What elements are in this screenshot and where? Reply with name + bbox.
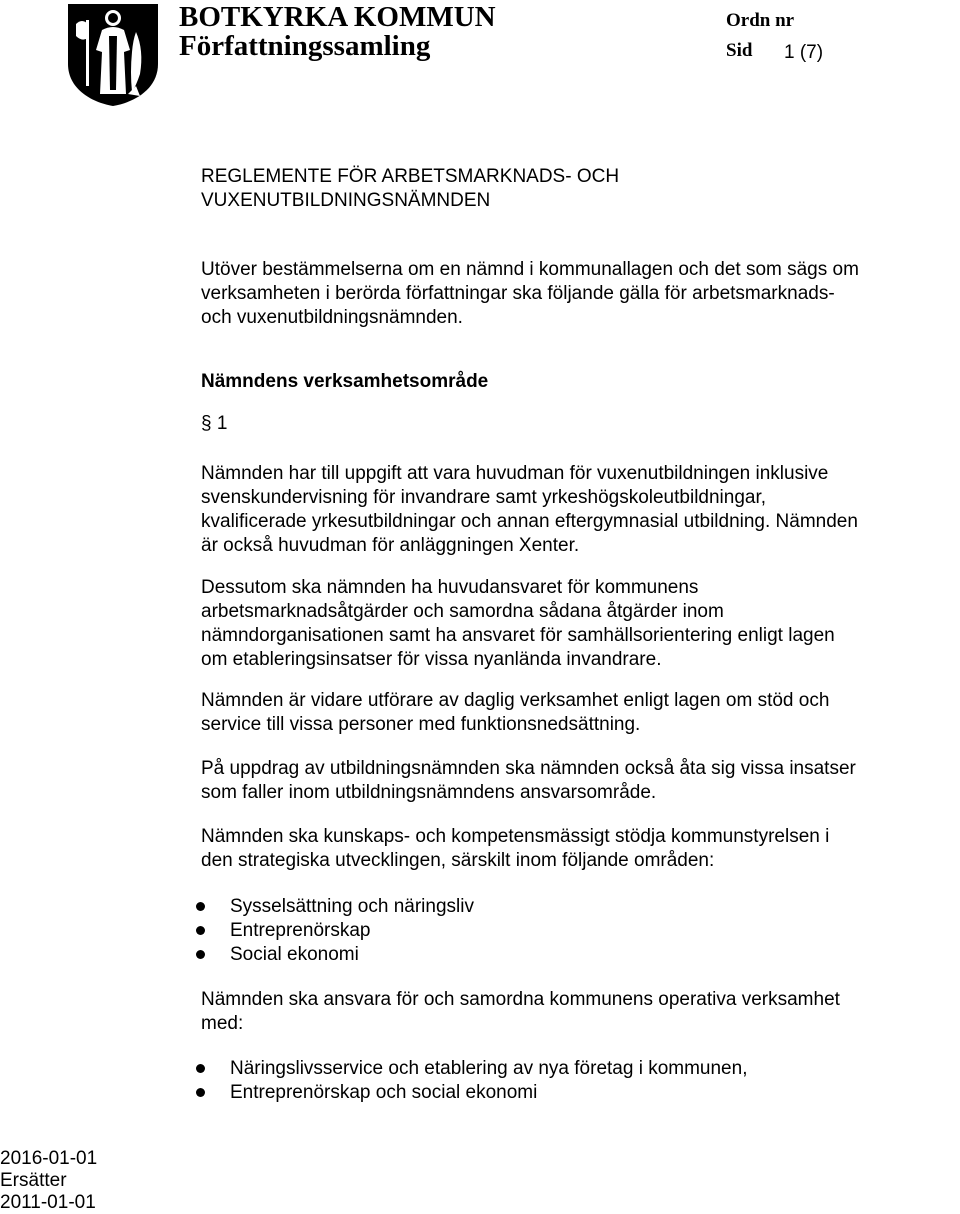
list-item bbox=[191, 895, 474, 919]
paragraph-line: Nämnden är vidare utförare av daglig verksamhet enligt lagen om stöd och bbox=[201, 690, 830, 711]
paragraph-line: På uppdrag av utbildningsnämnden ska nämnden också åta sig vissa insatser bbox=[201, 758, 856, 779]
document-title-line: VUXENUTBILDNINGSNÄMNDEN bbox=[201, 190, 491, 211]
bullet-icon bbox=[196, 1088, 205, 1097]
paragraph-line: kvalificerade yrkesutbildningar och annan eftergymnasial utbildning. Nämnden bbox=[201, 511, 858, 532]
list-item bbox=[191, 919, 474, 943]
list-item-text: Social ekonomi bbox=[230, 944, 359, 965]
focus-areas-list bbox=[191, 895, 474, 967]
body-paragraph bbox=[201, 689, 921, 737]
bullet-icon bbox=[196, 1064, 205, 1073]
paragraph-line: arbetsmarknadsåtgärder och samordna sådana åtgärder inom bbox=[201, 601, 724, 622]
body-paragraph bbox=[201, 988, 921, 1036]
organization-name: BOTKYRKA KOMMUN bbox=[179, 1, 496, 33]
intro-line: Utöver bestämmelserna om en nämnd i kommunallagen och det som sägs om bbox=[201, 259, 859, 280]
document-title-line: REGLEMENTE FÖR ARBETSMARKNADS- OCH bbox=[201, 166, 620, 187]
series-title: Författningssamling bbox=[179, 30, 431, 62]
list-item bbox=[191, 1081, 747, 1105]
section-symbol: § bbox=[201, 413, 212, 434]
paragraph-marker bbox=[201, 412, 227, 436]
paragraph-line: Dessutom ska nämnden ha huvudansvaret för kommunens bbox=[201, 577, 699, 598]
paragraph-line: om etableringsinsatser för vissa nyanlända invandrare. bbox=[201, 649, 662, 670]
intro-line: och vuxenutbildningsnämnden. bbox=[201, 307, 463, 328]
paragraph-line: som faller inom utbildningsnämndens ansvarsområde. bbox=[201, 782, 657, 803]
intro-line: verksamheten i berörda författningar ska följande gälla för arbetsmarknads- bbox=[201, 283, 835, 304]
sid-label: Sid bbox=[726, 40, 753, 61]
body-paragraph bbox=[201, 462, 921, 558]
document-title bbox=[201, 165, 619, 213]
list-item-text: Entreprenörskap bbox=[230, 920, 371, 941]
intro-paragraph bbox=[201, 258, 921, 330]
body-paragraph bbox=[201, 757, 921, 805]
operations-list bbox=[191, 1057, 747, 1105]
bullet-icon bbox=[196, 950, 205, 959]
paragraph-line: Nämnden ska ansvara för och samordna kommunens operativa verksamhet bbox=[201, 989, 840, 1010]
paragraph-line: är också huvudman för anläggningen Xenter. bbox=[201, 535, 580, 556]
replaced-date: 2011-01-01 bbox=[0, 1192, 96, 1213]
section-heading: Nämndens verksamhetsområde bbox=[201, 371, 489, 392]
body-paragraph bbox=[201, 825, 921, 873]
paragraph-line: Nämnden ska kunskaps- och kompetensmässigt stödja kommunstyrelsen i bbox=[201, 826, 830, 847]
paragraph-line: Nämnden har till uppgift att vara huvudman för vuxenutbildningen inklusive bbox=[201, 463, 829, 484]
paragraph-line: den strategiska utvecklingen, särskilt inom följande områden: bbox=[201, 850, 715, 871]
paragraph-line: nämndorganisationen samt ha ansvaret för samhällsorientering enligt lagen bbox=[201, 625, 835, 646]
body-paragraph bbox=[201, 576, 921, 672]
list-item-text: Sysselsättning och näringsliv bbox=[230, 896, 474, 917]
paragraph-line: service till vissa personer med funktionsnedsättning. bbox=[201, 714, 641, 735]
effective-date: 2016-01-01 bbox=[0, 1148, 98, 1169]
page-number: 1 (7) bbox=[784, 42, 824, 63]
ordn-nr-label: Ordn nr bbox=[726, 10, 795, 31]
footer bbox=[0, 1148, 97, 1214]
list-item-text: Näringslivsservice och etablering av nya företag i kommunen, bbox=[230, 1058, 748, 1079]
bullet-icon bbox=[196, 926, 205, 935]
paragraph-line: svenskundervisning för invandrare samt yrkeshögskoleutbildningar, bbox=[201, 487, 767, 508]
bullet-icon bbox=[196, 902, 205, 911]
paragraph-number: 1 bbox=[216, 413, 228, 434]
municipal-coat-of-arms-icon bbox=[66, 2, 160, 108]
paragraph-line: med: bbox=[201, 1013, 244, 1034]
list-item-text: Entreprenörskap och social ekonomi bbox=[230, 1082, 538, 1103]
list-item bbox=[191, 943, 474, 967]
list-item bbox=[191, 1057, 747, 1081]
replaces-label: Ersätter bbox=[0, 1170, 67, 1191]
